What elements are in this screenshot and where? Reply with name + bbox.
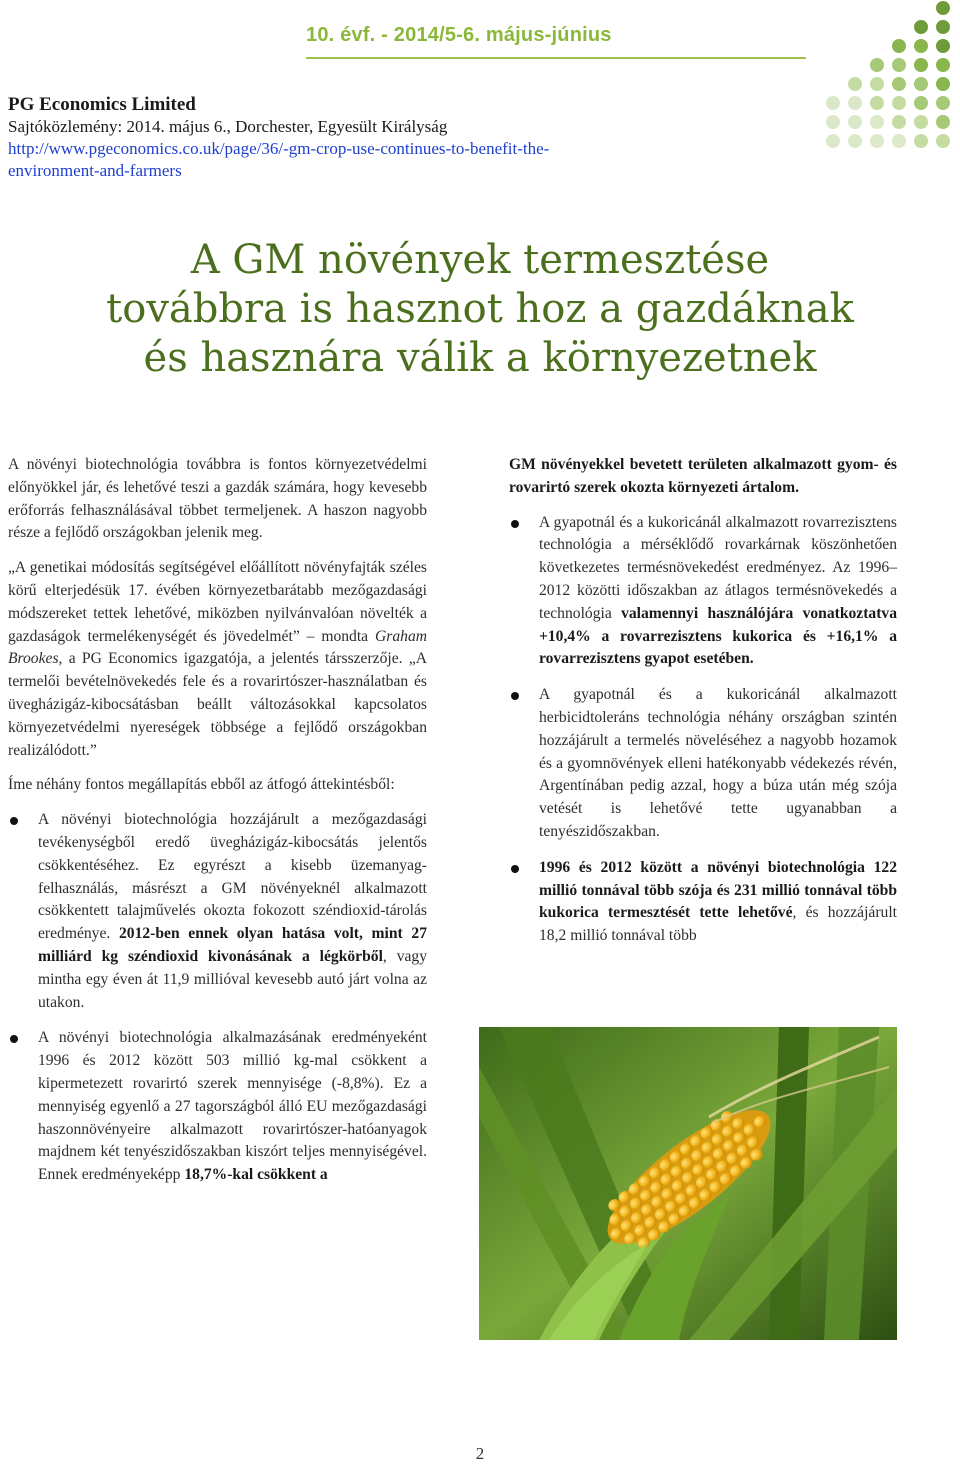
list-item <box>509 512 897 672</box>
decorative-dot <box>870 77 884 91</box>
right-column <box>509 454 897 961</box>
decorative-dot <box>870 58 884 72</box>
bullet-icon <box>511 865 519 873</box>
decorative-dot <box>826 134 840 148</box>
left-column <box>8 454 427 1200</box>
findings-list-left <box>8 809 427 1187</box>
decorative-dot <box>892 134 906 148</box>
corn-cob-image <box>479 1027 897 1340</box>
finding-text: A gyapotnál és a kukoricánál alkalmazott herbicidtoleráns technológia néhány országban szintén hozzájárult a termelés növeléséhez a nagyobb hozamok és a gyomnövények elleni hatékonyabb védekezés révén, Argentínában pedig azzal, hogy a búza után még szója vetését is lehetővé tette ugyanabban a tenyészidőszakban. <box>539 686 897 840</box>
finding-text-end: , és hozzájárult 18,2 millió tonnával több <box>539 904 897 945</box>
finding-text: A növényi biotechnológia alkalmazásának eredményeként 1996 és 2012 között 503 millió kg-mal csökkent a kipermetezett rovarirtó szerek mennyisége (-8,8%). Ez a mennyiség egyenlő a 27 tagországból álló EU mezőgazdasági haszonnövényeire alkalmazott rovarirtószer-hatóanyagok majdnem két tenyészidőszakban kiszórt teljes mennyiségével. Ennek eredményeképp <box>38 1029 427 1184</box>
decorative-dot <box>936 134 950 148</box>
decorative-dot <box>892 96 906 110</box>
decorative-dot <box>870 115 884 129</box>
decorative-dot <box>826 96 840 110</box>
decorative-dot <box>914 39 928 53</box>
quote-text-1: „A genetikai módosítás segítségével előállított növényfajták széles körű elterjedésük 17. évében környezetbarátabb mezőgazdasági módszereket tettek lehetővé, miközben nyilvánvalóan növelték a gazdaságok termelékenységét és jövedelmét” – mondta <box>8 559 427 645</box>
decorative-dot <box>892 115 906 129</box>
decorative-dot <box>936 58 950 72</box>
list-item <box>509 857 897 948</box>
bullet-icon <box>10 1035 18 1043</box>
decorative-dot <box>826 115 840 129</box>
intro-paragraph: A növényi biotechnológia továbbra is fontos környezetvédelmi előnyökkel jár, és lehetővé teszi a gazdák számára, hogy kevesebb erőforrás felhasználásával többet termeljenek. A haszon nagyobb része a fejlődő országokban jelenik meg. <box>8 456 427 542</box>
corn-photo <box>479 1027 897 1340</box>
decorative-dot <box>936 77 950 91</box>
finding-text: A gyapotnál és a kukoricánál alkalmazott rovarrezisztens technológia a mérséklődő rovarkárnak köszönhetően következetes termésnövekedést eredményez. Az 1996–2012 közötti időszakban az átlagos termésnövekedés a technológia <box>539 513 897 622</box>
finding-highlight: 18,7%-kal csökkent a <box>184 1166 328 1184</box>
article-title <box>0 236 960 383</box>
source-link-line1[interactable]: http://www.pgeconomics.co.uk/page/36/-gm-crop-use-continues-to-benefit-the- <box>8 139 550 158</box>
decorative-dot <box>914 115 928 129</box>
decorative-dot <box>848 115 862 129</box>
decorative-dot <box>870 96 884 110</box>
decorative-dot <box>936 39 950 53</box>
quote-paragraph <box>8 557 427 762</box>
decorative-dot <box>914 58 928 72</box>
decorative-dot <box>870 134 884 148</box>
decorative-dot <box>936 20 950 34</box>
finding-highlight: valamennyi használójára vonatkoztatva +10,4% a rovarrezisztens kukorica és +16,1% a rovarrezisztens gyapot esetében. <box>539 604 897 668</box>
continued-paragraph: GM növényekkel bevetett területen alkalmazott gyom- és rovarirtó szerek okozta környezeti ártalom. <box>509 456 897 496</box>
decorative-dot <box>892 77 906 91</box>
decorative-dot <box>848 77 862 91</box>
press-release-line: Sajtóközlemény: 2014. május 6., Dorchester, Egyesült Királyság <box>8 117 448 136</box>
issue-label: 10. évf. - 2014/5-6. május-június <box>306 24 612 46</box>
decorative-dot <box>892 39 906 53</box>
title-line-3: és hasznára válik a környezetnek <box>143 335 817 381</box>
title-line-2: továbbra is hasznot hoz a gazdáknak <box>106 286 854 332</box>
decorative-dot <box>892 58 906 72</box>
source-block <box>8 94 688 182</box>
decorative-dot <box>914 134 928 148</box>
issue-rule <box>306 57 806 59</box>
source-link[interactable] <box>8 138 688 182</box>
bullet-icon <box>511 520 519 528</box>
source-link-line2[interactable]: environment-and-farmers <box>8 161 182 180</box>
bullet-icon <box>10 817 18 825</box>
decorative-dot-pattern <box>820 0 960 160</box>
bullet-icon <box>511 692 519 700</box>
title-line-1: A GM növények termesztése <box>190 237 770 283</box>
quoted-person-name: Graham Brookes <box>8 627 427 668</box>
decorative-dot <box>936 115 950 129</box>
list-item <box>8 1027 427 1187</box>
findings-intro: Íme néhány fontos megállapítás ebből az átfogó áttekintésből: <box>8 776 395 794</box>
source-organization: PG Economics Limited <box>8 94 196 115</box>
decorative-dot <box>914 20 928 34</box>
page-number: 2 <box>475 1444 485 1463</box>
finding-highlight: 1996 és 2012 között a növényi biotechnológia 122 millió tonnával több szója és 231 millió tonnával több kukorica termesztését tette lehetővé <box>539 858 897 922</box>
quote-text-2: , a PG Economics igazgatója, a jelentés társszerzője. „A termelői bevételnövekedés fele és a rovarirtószer-használatban és üvegházigáz-kibocsátásban beállt változásokkal kapcsolatos környezetvédelmi nyereségek többsége a fejlődő országokban realizálódott.” <box>8 650 427 759</box>
finding-highlight: 2012-ben ennek olyan hatása volt, mint 27 milliárd kg széndioxid kivonásának a légkörből <box>38 925 427 965</box>
list-item <box>509 684 897 844</box>
decorative-dot <box>914 96 928 110</box>
decorative-dot <box>848 134 862 148</box>
finding-text: A növényi biotechnológia hozzájárult a mezőgazdasági tevékenységből eredő üvegházigáz-kibocsátás jelentős csökkentéséhez. Ez egyrészt a kisebb üzemanyag-felhasználás, másrészt a GM növényeknél alkalmazott csökkentett talajművelés okozta fokozott széndioxid-tárolás eredménye. <box>38 811 427 943</box>
decorative-dot <box>848 96 862 110</box>
decorative-dot <box>914 77 928 91</box>
list-item <box>8 809 427 1014</box>
findings-list-right <box>509 512 897 948</box>
decorative-dot <box>936 96 950 110</box>
decorative-dot <box>936 1 950 15</box>
finding-text-end: , vagy mintha egy éven át 11,9 millióval kevesebb autó járt volna az utakon. <box>38 947 427 1011</box>
